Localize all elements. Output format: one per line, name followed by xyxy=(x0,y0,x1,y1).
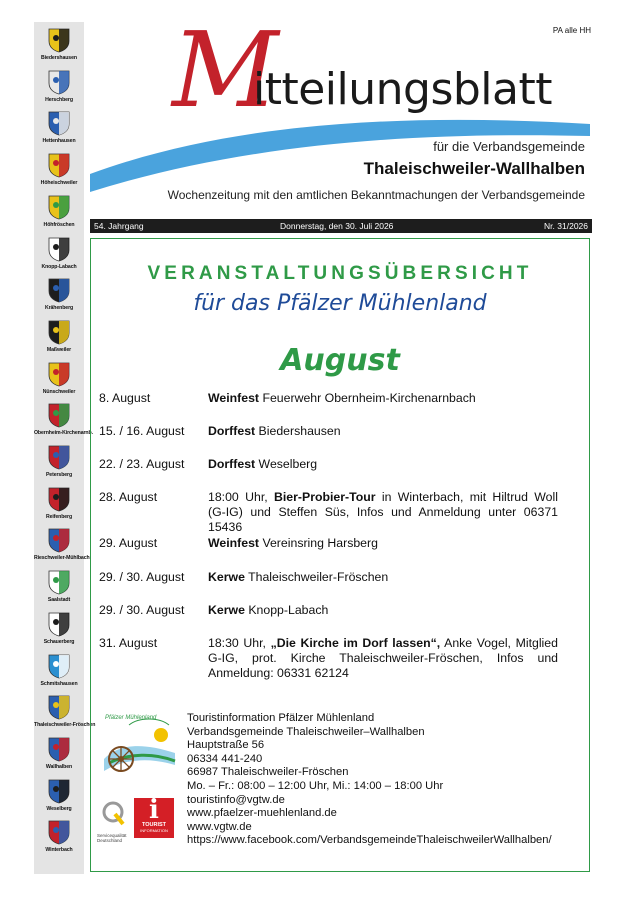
coat-of-arms-icon xyxy=(48,320,70,345)
event-title: „Die Kirche im Dorf lassen“, xyxy=(270,636,441,650)
crest-reifenberg xyxy=(34,487,84,520)
crest-label: Höheischweiler xyxy=(40,180,78,187)
event-title: Dorffest xyxy=(208,424,256,438)
crest-label: Krähenberg xyxy=(44,305,74,312)
issue-info-bar xyxy=(90,219,592,233)
coat-of-arms-icon xyxy=(48,70,70,95)
contact-line: 66987 Thaleischweiler-Fröschen xyxy=(187,766,349,779)
crest-herschberg xyxy=(34,70,84,103)
issue-volume: 54. Jahrgang xyxy=(94,221,144,231)
contact-line[interactable]: https://www.facebook.com/VerbandsgemeindeThaleischweilerWallhalben/ xyxy=(187,834,552,847)
contact-line: Touristinformation Pfälzer Mühlenland xyxy=(187,712,375,724)
crest-rieschweiler-muehlbach xyxy=(34,528,90,562)
event-description: Kerwe Knopp-Labach xyxy=(208,603,329,617)
crest-wallhalben xyxy=(34,737,84,770)
events-subheading: für das Pfälzer Mühlenland xyxy=(193,291,487,316)
masthead-for-line: für die Verbandsgemeinde xyxy=(433,139,585,154)
crest-label: Knopp-Labach xyxy=(41,263,77,270)
crest-nuenschweiler xyxy=(34,362,84,395)
contact-line: Verbandsgemeinde Thaleischweiler–Wallhalben xyxy=(187,725,425,738)
events-month: August xyxy=(280,343,400,378)
event-title: Kerwe xyxy=(208,603,245,617)
event-title: Kerwe xyxy=(208,570,245,584)
tourist-info-text: TOURIST xyxy=(141,822,167,828)
coat-of-arms-icon xyxy=(48,278,70,303)
contact-line: 06334 441-240 xyxy=(187,752,263,765)
event-title: Dorffest xyxy=(208,457,256,471)
event-description: Kerwe Thaleischweiler-Fröschen xyxy=(208,570,389,584)
crest-label: Wallhalben xyxy=(45,763,73,770)
crest-label: Höhfröschen xyxy=(43,221,75,228)
contact-line[interactable]: www.pfaelzer-muehlenland.de xyxy=(187,807,337,820)
coat-of-arms-icon xyxy=(48,779,70,804)
coat-of-arms-icon xyxy=(48,487,70,512)
muehlenland-logo xyxy=(99,713,179,783)
coat-of-arms-icon xyxy=(48,570,70,595)
crest-label: Hettenhausen xyxy=(42,138,76,145)
crest-label: Schmitshausen xyxy=(40,680,78,687)
event-date: 15. / 16. August xyxy=(99,424,185,438)
crest-hettenhausen xyxy=(34,111,84,144)
coat-of-arms-icon xyxy=(48,820,70,845)
masthead-initial: M xyxy=(172,9,279,131)
coat-of-arms-icon xyxy=(48,612,70,637)
municipality-crest-strip xyxy=(34,22,96,874)
crest-label: Petersberg xyxy=(45,472,73,478)
coat-of-arms-icon xyxy=(48,111,70,136)
coat-of-arms-icon xyxy=(48,737,70,762)
distribution-note: PA alle HH xyxy=(552,26,591,35)
crest-label: Weselberg xyxy=(46,805,72,812)
event-title: Weinfest xyxy=(208,536,260,550)
event-description: Dorffest Biedershausen xyxy=(208,424,341,438)
crest-petersberg xyxy=(34,445,84,478)
events-heading: VERANSTALTUNGSÜBERSICHT xyxy=(147,263,533,284)
event-overview-box xyxy=(90,238,590,872)
masthead-vg-name: Thaleischweiler-Wallhalben xyxy=(363,159,585,178)
masthead-title: itteilungsblatt xyxy=(253,64,552,115)
coat-of-arms-icon xyxy=(48,195,70,220)
crest-label: Thaleischweiler-Fröschen xyxy=(34,722,96,729)
event-description: 18:00 Uhr, Bier-Probier-Tour in Winterbach, mit Hiltrud Woll (G-IG) und Steffen Süs, Infos und Anmeldung unter 06371 15436 xyxy=(208,490,558,534)
service-quality-text: Servicequalität Deutschland xyxy=(97,833,127,843)
coat-of-arms-icon xyxy=(48,695,70,720)
event-date: 29. / 30. August xyxy=(99,603,185,617)
crest-label: Reifenberg xyxy=(45,513,73,520)
coat-of-arms-icon xyxy=(48,403,70,428)
event-description: Weinfest Feuerwehr Obernheim-Kirchenarnbach xyxy=(208,391,476,405)
crest-knopp-labach xyxy=(34,237,84,270)
coat-of-arms-icon xyxy=(48,237,70,262)
issue-number: Nr. 31/2026 xyxy=(544,221,588,231)
masthead-tagline: Wochenzeitung mit den amtlichen Bekanntmachungen der Verbandsgemeinde xyxy=(167,188,585,202)
contact-line: Hauptstraße 56 xyxy=(187,739,265,752)
event-date: 22. / 23. August xyxy=(99,457,185,471)
event-description: 18:30 Uhr, „Die Kirche im Dorf lassen“, Anke Vogel, Mitglied G-IG, prot. Kirche Thaleischweiler-Fröschen, Infos und Anmeldung: 06331 62124 xyxy=(208,636,558,680)
crest-hoeheischweiler xyxy=(34,153,84,186)
service-quality-logo xyxy=(99,800,127,830)
crest-thaleischweiler-froeschen xyxy=(34,695,96,729)
crest-label: Biedershausen xyxy=(41,55,77,61)
crest-label: Nünschweiler xyxy=(42,388,76,395)
contact-line[interactable]: touristinfo@vgtw.de xyxy=(187,793,285,806)
event-description: Dorffest Weselberg xyxy=(208,457,318,471)
tourist-info-text2: INFORMATION xyxy=(140,828,168,833)
tourist-info-logo: i TOURIST INFORMATION xyxy=(134,798,174,838)
crest-massweiler xyxy=(34,320,84,353)
coat-of-arms-icon xyxy=(48,362,70,387)
event-title: Weinfest xyxy=(208,391,260,405)
event-date: 29. August xyxy=(99,536,158,550)
coat-of-arms-icon xyxy=(48,153,70,178)
coat-of-arms-icon xyxy=(48,445,70,470)
crest-schmitshausen xyxy=(34,654,84,687)
crest-label: Rieschweiler-Mühlbach xyxy=(34,555,90,562)
crest-label: Saalstadt xyxy=(47,597,71,604)
issue-date: Donnerstag, den 30. Juli 2026 xyxy=(280,221,394,231)
crest-schauerberg xyxy=(34,612,84,645)
crest-obernheim-kirchenarnbach xyxy=(34,403,93,437)
contact-line: Mo. – Fr.: 08:00 – 12:00 Uhr, Mi.: 14:00 – 18:00 Uhr xyxy=(187,779,444,792)
coat-of-arms-icon xyxy=(48,28,70,53)
crest-biedersausen xyxy=(34,28,84,61)
crest-label: Winterbach xyxy=(45,847,73,854)
contact-line[interactable]: www.vgtw.de xyxy=(187,820,252,833)
masthead-swoosh xyxy=(90,24,595,214)
crest-label: Maßweiler xyxy=(46,346,72,353)
event-date: 8. August xyxy=(99,391,151,405)
crest-winterbach xyxy=(34,820,84,853)
event-date: 31. August xyxy=(99,636,158,650)
event-description: Weinfest Vereinsring Harsberg xyxy=(208,536,378,550)
event-date: 28. August xyxy=(99,490,158,504)
crest-label: Herschberg xyxy=(45,96,73,103)
crest-label: Obernheim-Kirchenarnb. xyxy=(34,430,93,437)
muehlenland-logo-text: Pfälzer Mühlenland xyxy=(105,715,157,721)
crest-kraehenberg xyxy=(34,278,84,311)
coat-of-arms-icon xyxy=(48,528,70,553)
crest-hoehfroeschen xyxy=(34,195,84,228)
contact-block xyxy=(187,712,552,848)
crest-label: Schauerberg xyxy=(43,638,75,645)
event-date: 29. / 30. August xyxy=(99,570,185,584)
crest-weselberg xyxy=(34,779,84,812)
event-title: Bier-Probier-Tour xyxy=(273,490,376,504)
coat-of-arms-icon xyxy=(48,654,70,679)
masthead xyxy=(90,9,595,214)
crest-saalstadt xyxy=(34,570,84,603)
